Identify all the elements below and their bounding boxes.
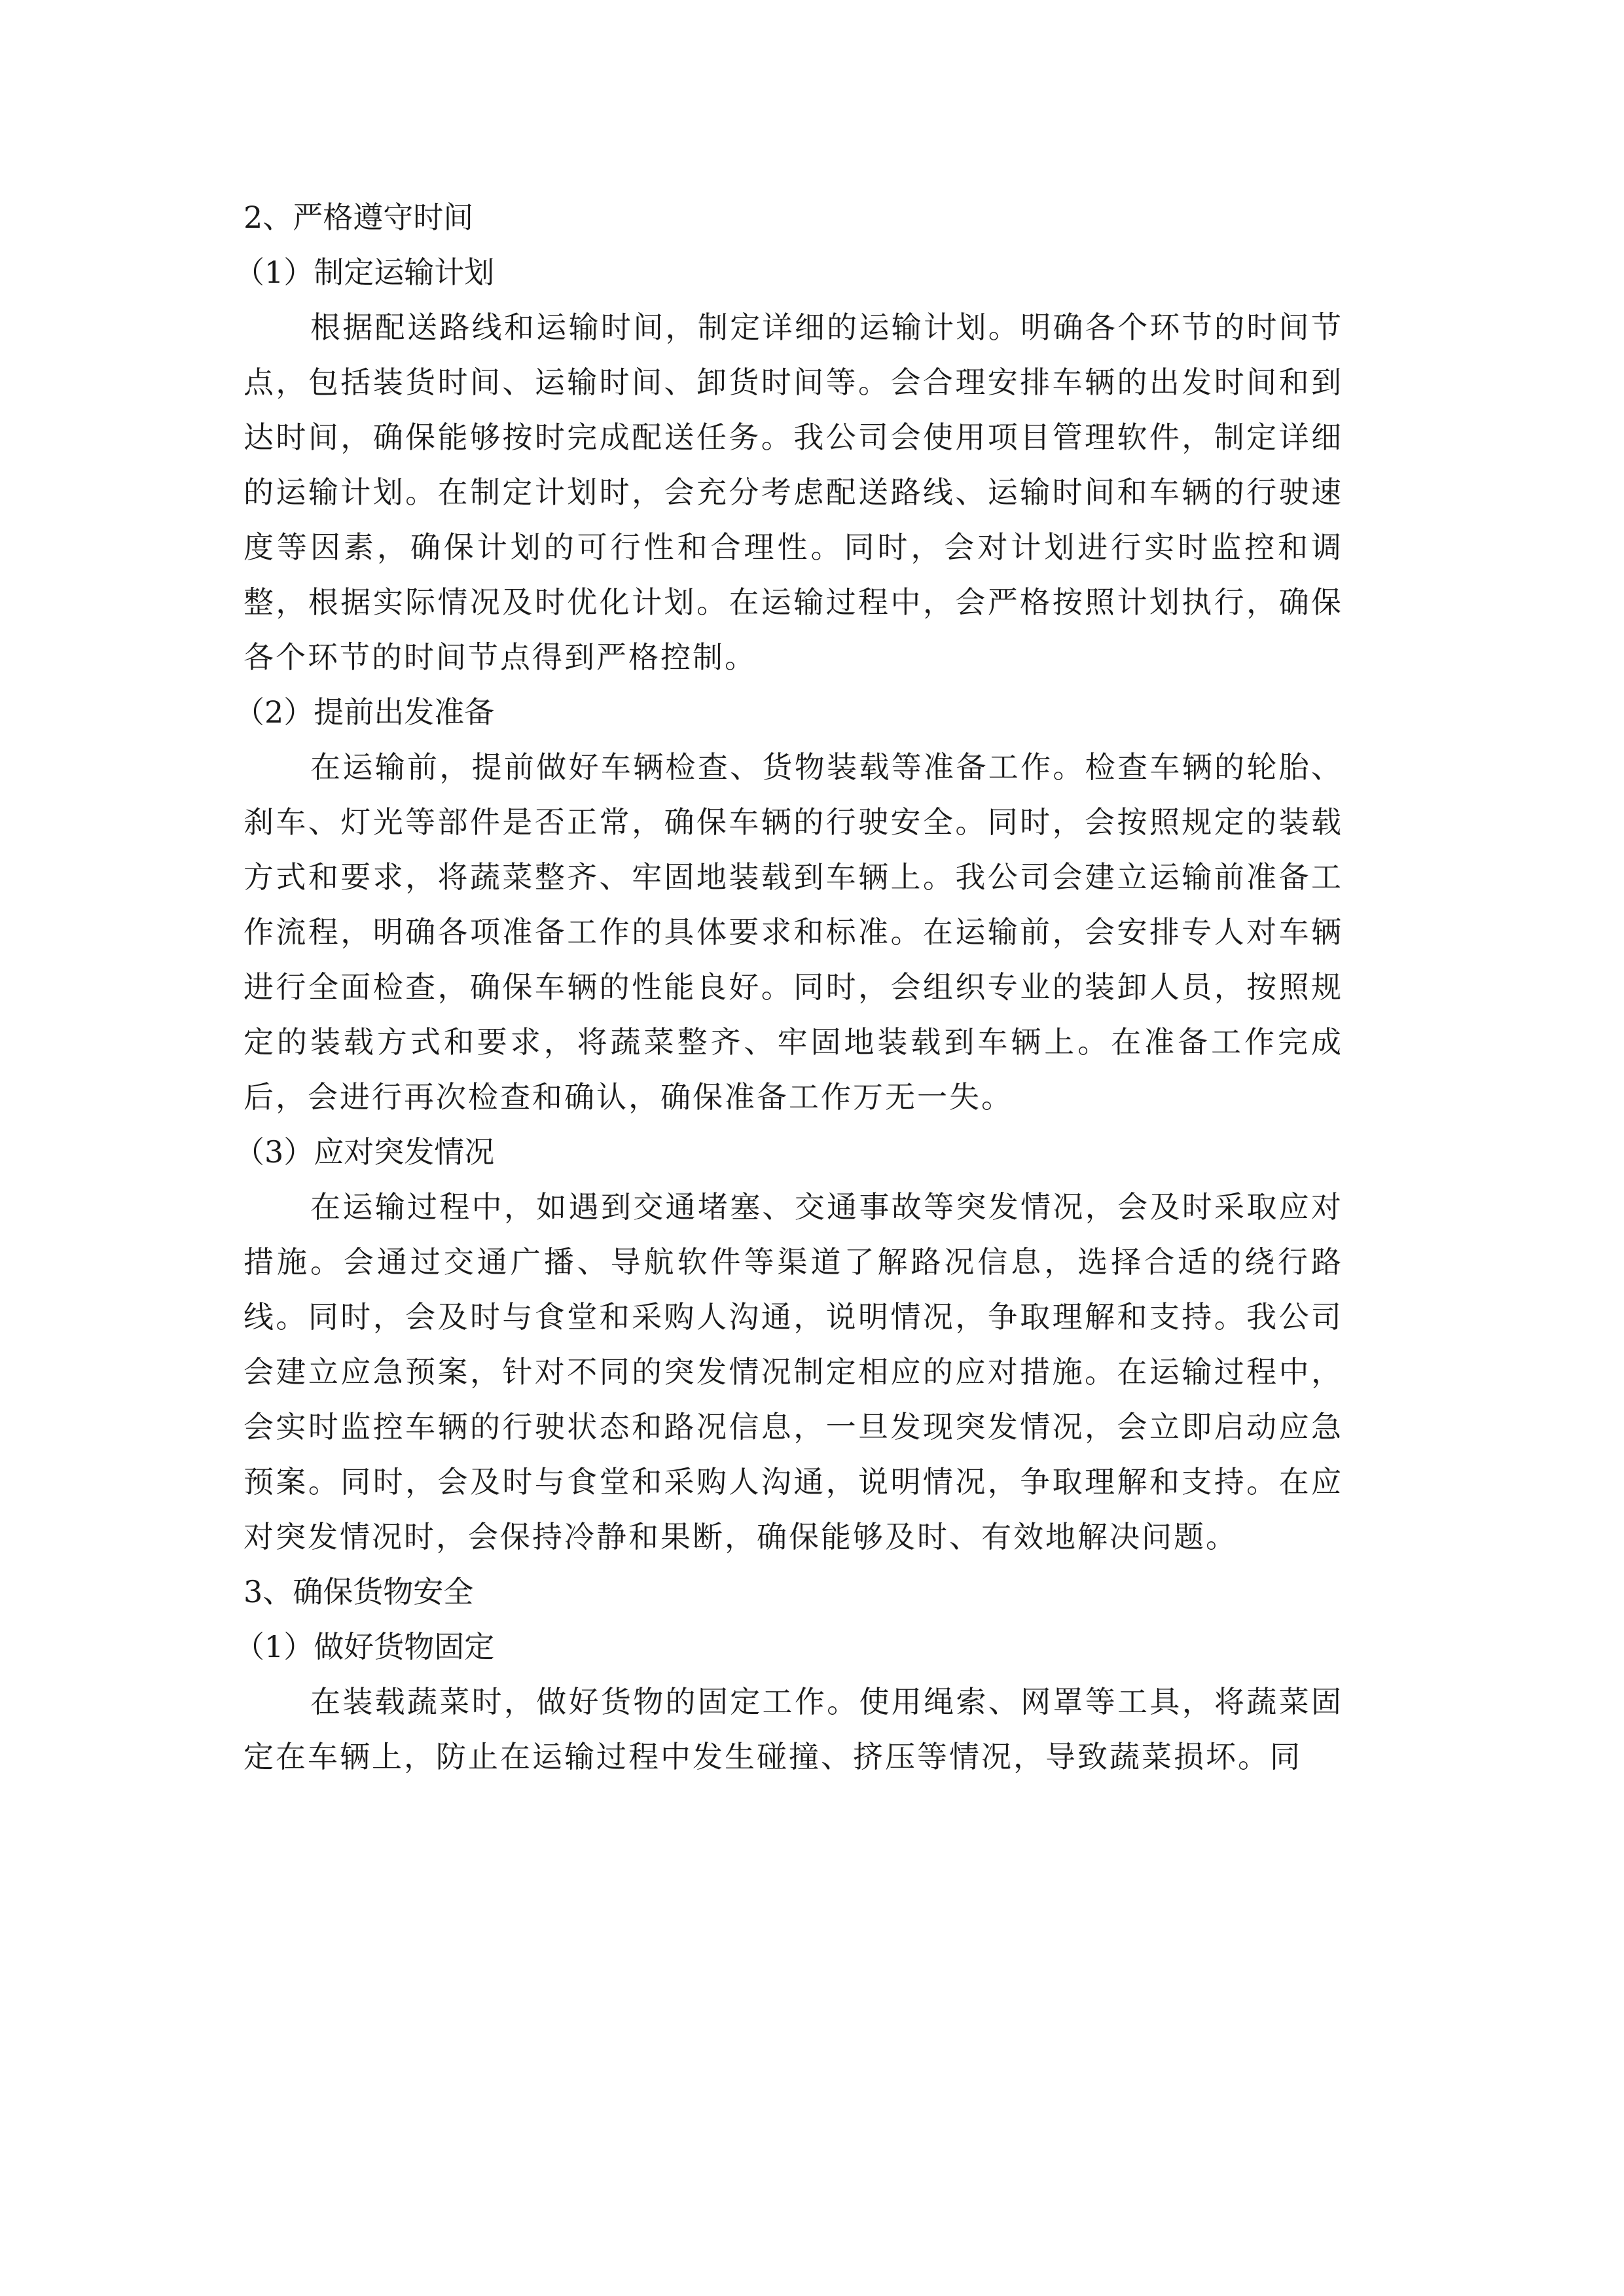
section-heading-cargo-safety: 3、确保货物安全 [244,1574,474,1609]
subsection-heading-early-prep: （2）提前出发准备 [234,694,495,730]
paragraph-cargo-fixing: 在装载蔬菜时，做好货物的固定工作。使用绳索、网罩等工具，将蔬菜固定在车辆上，防止在运输过程中发生碰撞、挤压等情况，导致蔬菜损坏。同 [244,1684,1343,1774]
section-heading-time: 2、严格遵守时间 [244,200,474,235]
paragraph-emergency: 在运输过程中，如遇到交通堵塞、交通事故等突发情况，会及时采取应对措施。会通过交通广播、导航软件等渠道了解路况信息，选择合适的绕行路线。同时，会及时与食堂和采购人沟通，说明情况，争取理解和支持。我公司会建立应急预案，针对不同的突发情况制定相应的应对措施。在运输过程中，会实时监控车辆的行驶状态和路况信息，一旦发现突发情况，会立即启动应急预案。同时，会及时与食堂和采购人沟通，说明情况，争取理解和支持。在应对突发情况时，会保持冷静和果断，确保能够及时、有效地解决问题。 [244,1189,1343,1554]
subsection-heading-emergency: （3）应对突发情况 [234,1134,495,1170]
paragraph-early-prep: 在运输前，提前做好车辆检查、货物装载等准备工作。检查车辆的轮胎、刹车、灯光等部件是否正常，确保车辆的行驶安全。同时，会按照规定的装载方式和要求，将蔬菜整齐、牢固地装载到车辆上。我公司会建立运输前准备工作流程，明确各项准备工作的具体要求和标准。在运输前，会安排专人对车辆进行全面检查，确保车辆的性能良好。同时，会组织专业的装卸人员，按照规定的装载方式和要求，将蔬菜整齐、牢固地装载到车辆上。在准备工作完成后，会进行再次检查和确认，确保准备工作万无一失。 [244,749,1343,1115]
paragraph-transport-plan: 根据配送路线和运输时间，制定详细的运输计划。明确各个环节的时间节点，包括装货时间、运输时间、卸货时间等。会合理安排车辆的出发时间和到达时间，确保能够按时完成配送任务。我公司会使用项目管理软件，制定详细的运输计划。在制定计划时，会充分考虑配送路线、运输时间和车辆的行驶速度等因素，确保计划的可行性和合理性。同时，会对计划进行实时监控和调整，根据实际情况及时优化计划。在运输过程中，会严格按照计划执行，确保各个环节的时间节点得到严格控制。 [244,310,1343,675]
subsection-heading-transport-plan: （1）制定运输计划 [234,255,495,290]
document-body [234,190,1343,1784]
subsection-heading-cargo-fixing: （1）做好货物固定 [234,1629,495,1664]
